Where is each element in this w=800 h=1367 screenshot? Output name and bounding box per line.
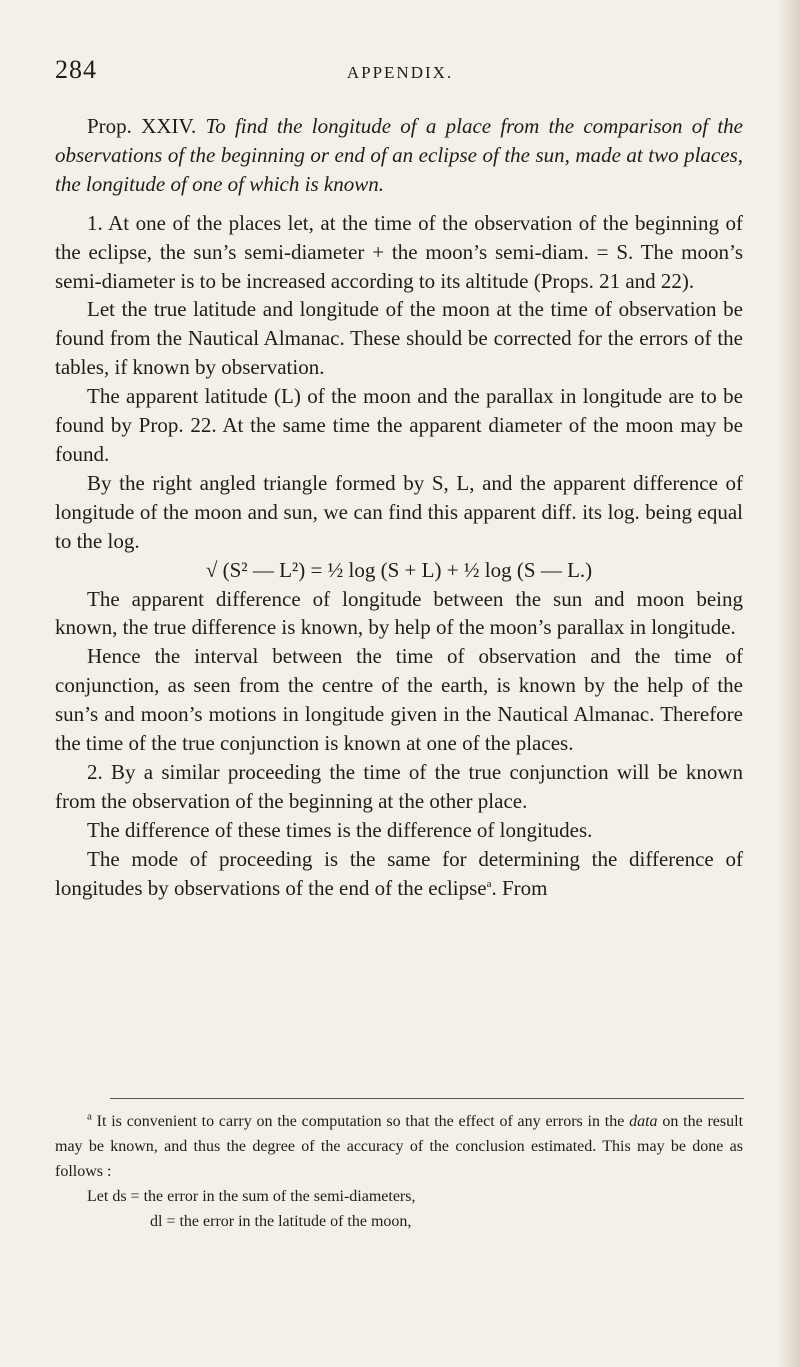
paragraph: 1. At one of the places let, at the time of the observation of the beginning of the eclipse, the sun’s semi-diameter + the moon’s semi-diam. = S. The moon’s semi-diameter is to be increased according to its altitude (Props. 21 and 22). (55, 210, 743, 293)
paragraph-text: The mode of proceeding is the same for determining the difference of longitudes by observations of the end of the eclipse (55, 846, 743, 900)
footnote-text: on the result may be known, and thus the degree of the accuracy of the conclusion estimated. This may be done as follows : (55, 1113, 744, 1180)
page-edge-shadow (778, 0, 800, 1367)
proposition-heading (55, 112, 743, 199)
proposition-label: Prop. XXIV. (87, 114, 197, 138)
body-text (55, 112, 743, 902)
footnote-text: It is convenient to carry on the computation so that the effect of any errors in the (91, 1113, 630, 1130)
proposition-title: To find the longitude of a place from the comparison of the observations of the beginning or end of an eclipse of the sun, made at two places, the longitude of one of which is known. (55, 114, 743, 196)
formula: √ (S² — L²) = ½ log (S + L) + ½ log (S — L.) (205, 557, 593, 582)
paragraph: By the right angled triangle formed by S, L, and the apparent difference of longitude of the moon and sun, we can find this apparent diff. its log. being equal to the log. (55, 470, 743, 553)
paragraph: Hence the interval between the time of observation and the time of conjunction, as seen from the centre of the earth, is known by the help of the sun’s and moon’s motions in longitude given in the Nautical Almanac. Therefore the time of the true conjunction is known at one of the places. (55, 644, 743, 756)
paragraph: 2. By a similar proceeding the time of the true conjunction will be known from the observation of the beginning at the other place. (55, 759, 743, 813)
running-head (55, 55, 745, 95)
paragraph: The apparent latitude (L) of the moon and the parallax in longitude are to be found by Prop. 22. At the same time the apparent diameter of the moon may be found. (55, 384, 743, 466)
paragraph: The difference of these times is the difference of longitudes. (87, 817, 593, 842)
footnote-body (55, 1109, 743, 1184)
footnote-marker: a (87, 1110, 92, 1123)
footnote-rule (110, 1098, 744, 1099)
footnote (55, 1109, 743, 1234)
footnote-line-dl: dl = the error in the latitude of the moon, (150, 1213, 412, 1230)
paragraph: Let the true latitude and longitude of the moon at the time of observation be found from the Nautical Almanac. These should be corrected for the errors of the tables, if known by observation. (55, 297, 743, 380)
paragraph-last (55, 845, 743, 903)
section-title: APPENDIX. (346, 63, 454, 82)
paragraph-text-end: . From (491, 875, 548, 900)
paragraph: The apparent difference of longitude between the sun and moon being known, the true difference is known, by help of the moon’s parallax in longitude. (55, 586, 743, 640)
page-number: 284 (55, 55, 97, 84)
footnote-line-ds: Let ds = the error in the sum of the semi-diameters, (87, 1188, 416, 1205)
footnote-italic-word: data (629, 1113, 658, 1130)
footnote-marker: a (486, 877, 492, 890)
